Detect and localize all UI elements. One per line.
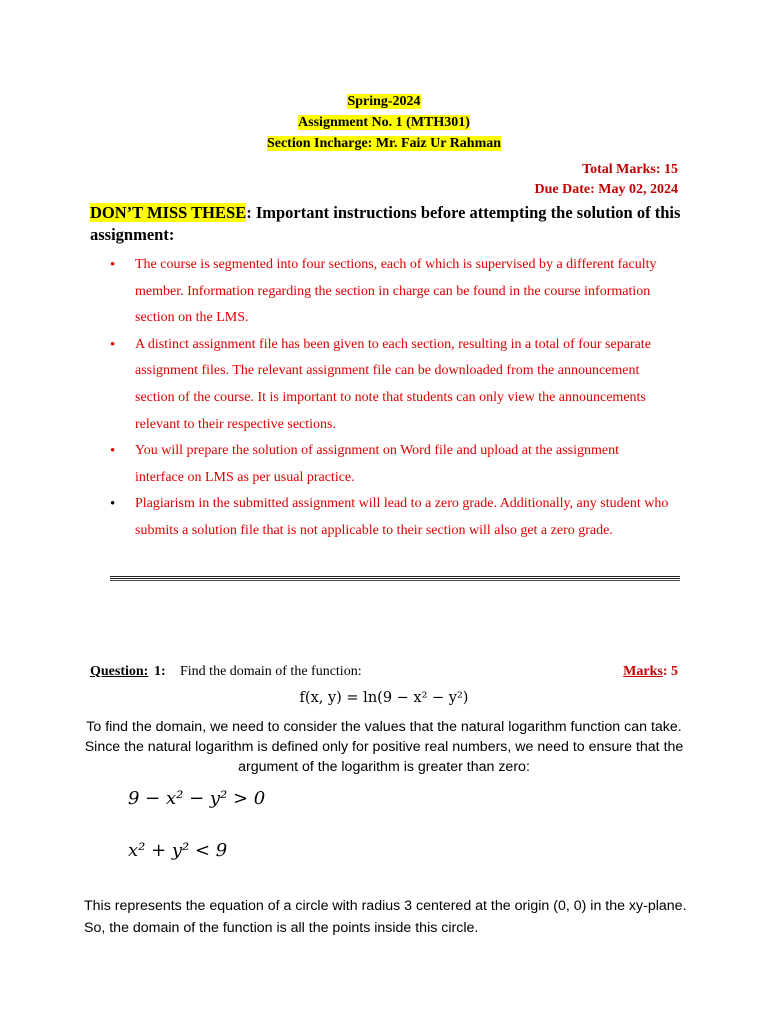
bullet-icon: •: [110, 257, 116, 273]
list-item: [110, 438, 670, 491]
bullet-icon: •: [110, 496, 116, 513]
instructions-heading-rest: : Important instructions before attempting the solution of this assignment:: [90, 203, 681, 244]
section-incharge: [0, 135, 768, 153]
assignment-text: Assignment No. 1 (MTH301): [298, 115, 470, 130]
question-label: Question:: [90, 664, 149, 679]
instructions-list: [110, 252, 670, 545]
function-formula: f(x, y) = ln(9 − x² − y²): [299, 690, 469, 706]
marks-label: Marks: [623, 664, 663, 679]
section-divider: [110, 576, 680, 579]
section-incharge-text: Section Incharge: Mr. Faiz Ur Rahman: [266, 136, 502, 151]
question-text: Find the domain of the function:: [180, 664, 362, 679]
list-item: [110, 332, 670, 438]
semester-text: Spring-2024: [347, 94, 421, 109]
list-item-text: The course is segmented into four sections, each of which is supervised by a different faculty member. Information regarding the section in charge can be found in the course information section on the LMS.: [135, 257, 657, 326]
instructions-heading: [90, 202, 690, 246]
due-date: Due Date: May 02, 2024: [534, 182, 678, 197]
list-item-text: A distinct assignment file has been given to each section, resulting in a total of four separate assignment files. The relevant assignment file can be downloaded from the announcement section of the course. It is important to note that students can only view the announcements relevant to their respective sections.: [135, 336, 651, 432]
assignment-title: [0, 114, 768, 132]
list-item-text: Plagiarism in the submitted assignment will lead to a zero grade. Additionally, any student who submits a solution file that is not applicable to their section will also get a zero grade.: [135, 496, 669, 538]
bullet-icon: •: [110, 336, 116, 353]
inequality-1: 9 − x² − y² > 0: [128, 788, 266, 809]
question-marks: [623, 664, 678, 680]
section-divider-line: [110, 580, 680, 581]
bullet-icon: •: [110, 443, 116, 460]
list-item-text: You will prepare the solution of assignment on Word file and upload at the assignment interface on LMS as per usual practice.: [135, 443, 620, 485]
list-item: [110, 252, 670, 332]
inequality-2: x² + y² < 9: [128, 840, 228, 861]
instructions-highlight: DON’T MISS THESE: [90, 203, 247, 222]
solution-paragraph-2: This represents the equation of a circle with radius 3 centered at the origin (0, 0) in the xy-plane. So, the domain of the function is all the points inside this circle.: [84, 898, 687, 936]
marks-value: : 5: [662, 664, 678, 679]
question-number: 1:: [154, 664, 166, 679]
total-marks: Total Marks: 15: [582, 162, 678, 177]
semester-title: [0, 93, 768, 111]
solution-paragraph-1: To find the domain, we need to consider the values that the natural logarithm function can take. Since the natural logarithm is defined only for positive real numbers, we need to ensure that the argument of the logarithm is greater than zero:: [84, 719, 684, 775]
list-item: [110, 491, 670, 544]
